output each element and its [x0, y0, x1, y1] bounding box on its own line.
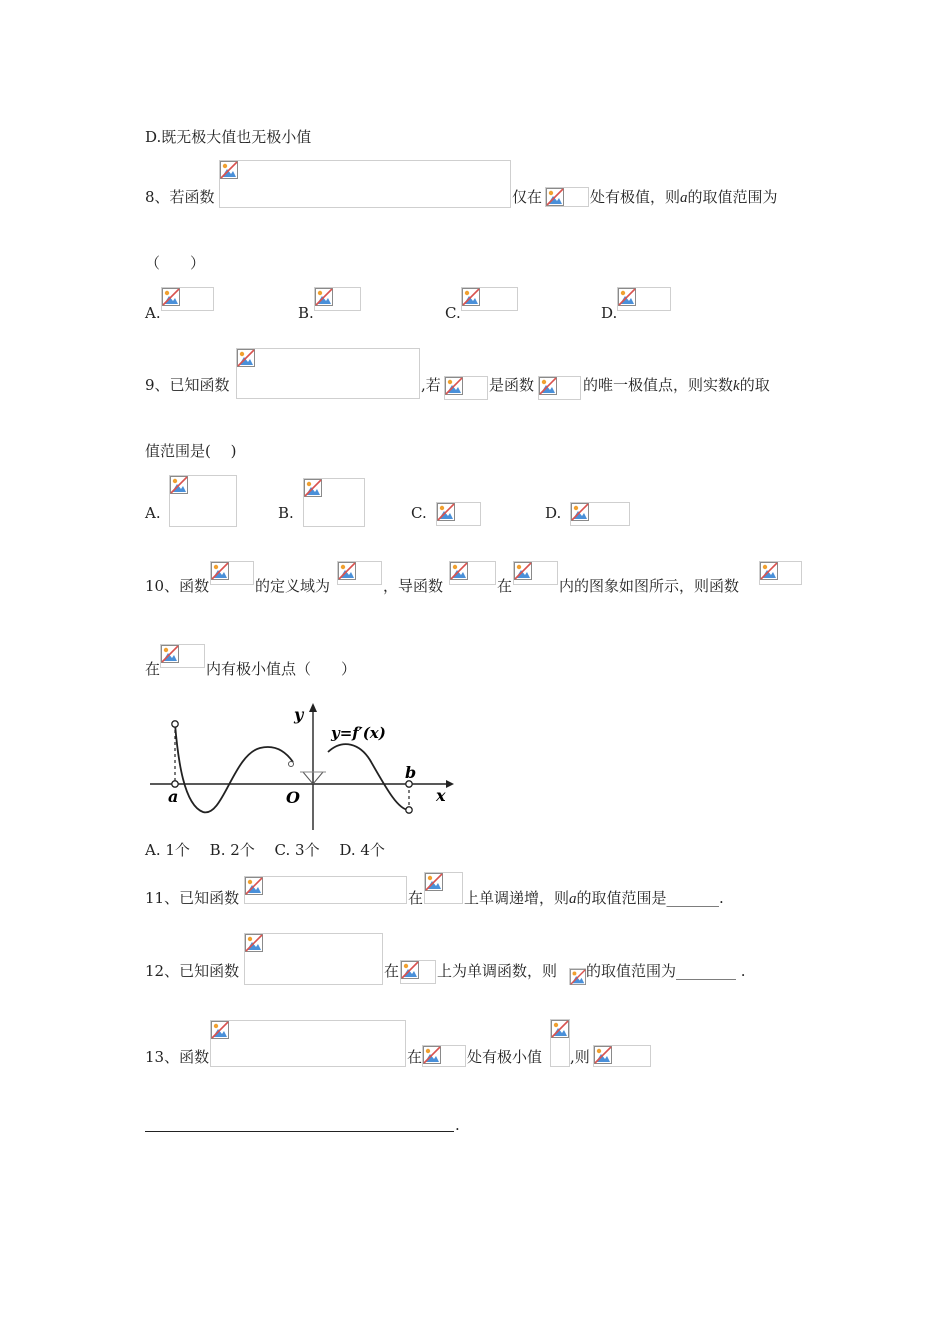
q10-func-image	[210, 561, 254, 585]
broken-image-icon	[211, 562, 229, 580]
broken-image-icon	[551, 1020, 569, 1038]
broken-image-icon	[618, 288, 636, 306]
q8-option-a-image	[161, 287, 214, 311]
a-open-endpoint	[172, 721, 178, 727]
q12-t3: 的取值范围为________ .	[586, 962, 746, 980]
q8-option-a: A.	[145, 304, 161, 322]
broken-image-icon	[546, 188, 564, 206]
broken-image-icon	[162, 288, 180, 306]
derivative-curve-left	[175, 724, 293, 812]
q9-point-image	[444, 376, 488, 400]
broken-image-icon	[450, 562, 468, 580]
broken-image-icon	[539, 377, 557, 395]
q12-t1: 在	[384, 962, 400, 980]
q10-interval-image	[513, 561, 558, 585]
q10-domain-image	[337, 561, 382, 585]
q8-option-b-image	[314, 287, 361, 311]
q10-options: A. 1个 B. 2个 C. 3个 D. 4个	[145, 841, 385, 859]
q9-func-name-image	[538, 376, 581, 400]
q8-option-c-image	[461, 287, 518, 311]
q9-lead: 9、已知函数	[145, 376, 230, 394]
q12-lead: 12、已知函数	[145, 962, 240, 980]
q12-var-image	[569, 968, 586, 985]
q8-function-image	[219, 160, 511, 208]
q13-t1: 在	[407, 1048, 423, 1066]
q9-tail: 的唯一极值点，则实数k的取	[583, 376, 770, 394]
broken-image-icon	[211, 1021, 229, 1039]
broken-image-icon	[437, 503, 455, 521]
broken-image-icon	[571, 503, 589, 521]
b-label: b	[405, 763, 417, 782]
q8-option-d: D.	[601, 304, 618, 322]
broken-image-icon	[170, 476, 188, 494]
broken-image-icon	[445, 377, 463, 395]
broken-image-icon	[423, 1046, 441, 1064]
q13-t3: ,则	[570, 1048, 590, 1066]
q8-lead: 8、若函数	[145, 188, 215, 206]
broken-image-icon	[237, 349, 255, 367]
q13-value-image	[550, 1019, 570, 1067]
q10-line2a: 在	[145, 660, 161, 678]
q13-expr-image	[593, 1045, 651, 1067]
q10-t2: ，导函数	[383, 577, 444, 595]
q12-interval-image	[400, 960, 436, 984]
q11-interval-image	[424, 872, 463, 904]
q11-tail: 上单调递增，则a的取值范围是_______.	[464, 889, 724, 907]
q11-t1: 在	[408, 889, 424, 907]
q10-lead: 10、函数	[145, 577, 210, 595]
q9-mid2: 是函数	[489, 376, 535, 394]
broken-image-icon	[570, 969, 586, 985]
broken-image-icon	[245, 877, 263, 895]
q9-option-b-image	[303, 478, 365, 527]
q12-function-image	[244, 933, 383, 985]
a-label: a	[168, 787, 179, 806]
q10-deriv-image	[449, 561, 496, 585]
q11-lead: 11、已知函数	[145, 889, 240, 907]
q9-option-b: B.	[278, 504, 294, 522]
q8-paren: （ ）	[145, 254, 206, 272]
broken-image-icon	[425, 873, 443, 891]
broken-image-icon	[594, 1046, 612, 1064]
q10-derivative-graph	[148, 700, 460, 832]
q13-point-image	[422, 1045, 466, 1067]
broken-image-icon	[462, 288, 480, 306]
q9-option-d-image	[570, 502, 630, 526]
broken-image-icon	[220, 161, 238, 179]
q10-t3: 在	[497, 577, 513, 595]
q9-function-image	[236, 348, 420, 399]
q10-func2-image	[759, 561, 802, 585]
q13-answer-line	[145, 1131, 454, 1132]
q7-option-d: D.既无极大值也无极小值	[145, 128, 312, 146]
x-axis-label: x	[436, 786, 446, 805]
curve-label: y=f′(x)	[331, 724, 386, 742]
q8-option-d-image	[617, 287, 671, 311]
q10-line2b: 内有极小值点（ ）	[206, 660, 357, 678]
q10-t4: 内的图象如图所示，则函数	[559, 577, 740, 595]
origin-label: O	[286, 788, 300, 807]
q13-t2: 处有极小值	[467, 1048, 543, 1066]
q10-interval2-image	[160, 644, 205, 668]
broken-image-icon	[304, 479, 322, 497]
derivative-curve-right	[328, 744, 409, 810]
q13-lead: 13、函数	[145, 1048, 210, 1066]
broken-image-icon	[245, 934, 263, 952]
break-point	[289, 762, 294, 767]
y-axis-label: y	[294, 705, 304, 724]
broken-image-icon	[514, 562, 532, 580]
q9-option-d: D.	[545, 504, 562, 522]
q12-t2: 上为单调函数，则	[437, 962, 558, 980]
broken-image-icon	[161, 645, 179, 663]
b-open-endpoint	[406, 807, 412, 813]
q9-option-c: C.	[411, 504, 427, 522]
q8-option-b: B.	[298, 304, 314, 322]
broken-image-icon	[338, 562, 356, 580]
broken-image-icon	[760, 562, 778, 580]
q9-option-c-image	[436, 502, 481, 526]
q8-tail: 处有极值，则a的取值范围为	[590, 188, 778, 206]
x-axis-arrow	[446, 780, 454, 788]
q8-mid: 仅在	[512, 188, 543, 206]
q9-line2: 值范围是( )	[145, 442, 237, 460]
q9-option-a: A.	[145, 504, 161, 522]
q8-point-image	[545, 187, 589, 207]
q8-option-c: C.	[445, 304, 461, 322]
broken-image-icon	[401, 961, 419, 979]
q11-function-image	[244, 876, 407, 904]
broken-image-icon	[315, 288, 333, 306]
y-axis-arrow	[309, 703, 317, 712]
q9-option-a-image	[169, 475, 237, 527]
q10-t1: 的定义域为	[255, 577, 331, 595]
q9-mid1: ,若	[421, 376, 441, 394]
q13-function-image	[210, 1020, 406, 1067]
q13-end: .	[455, 1116, 460, 1134]
